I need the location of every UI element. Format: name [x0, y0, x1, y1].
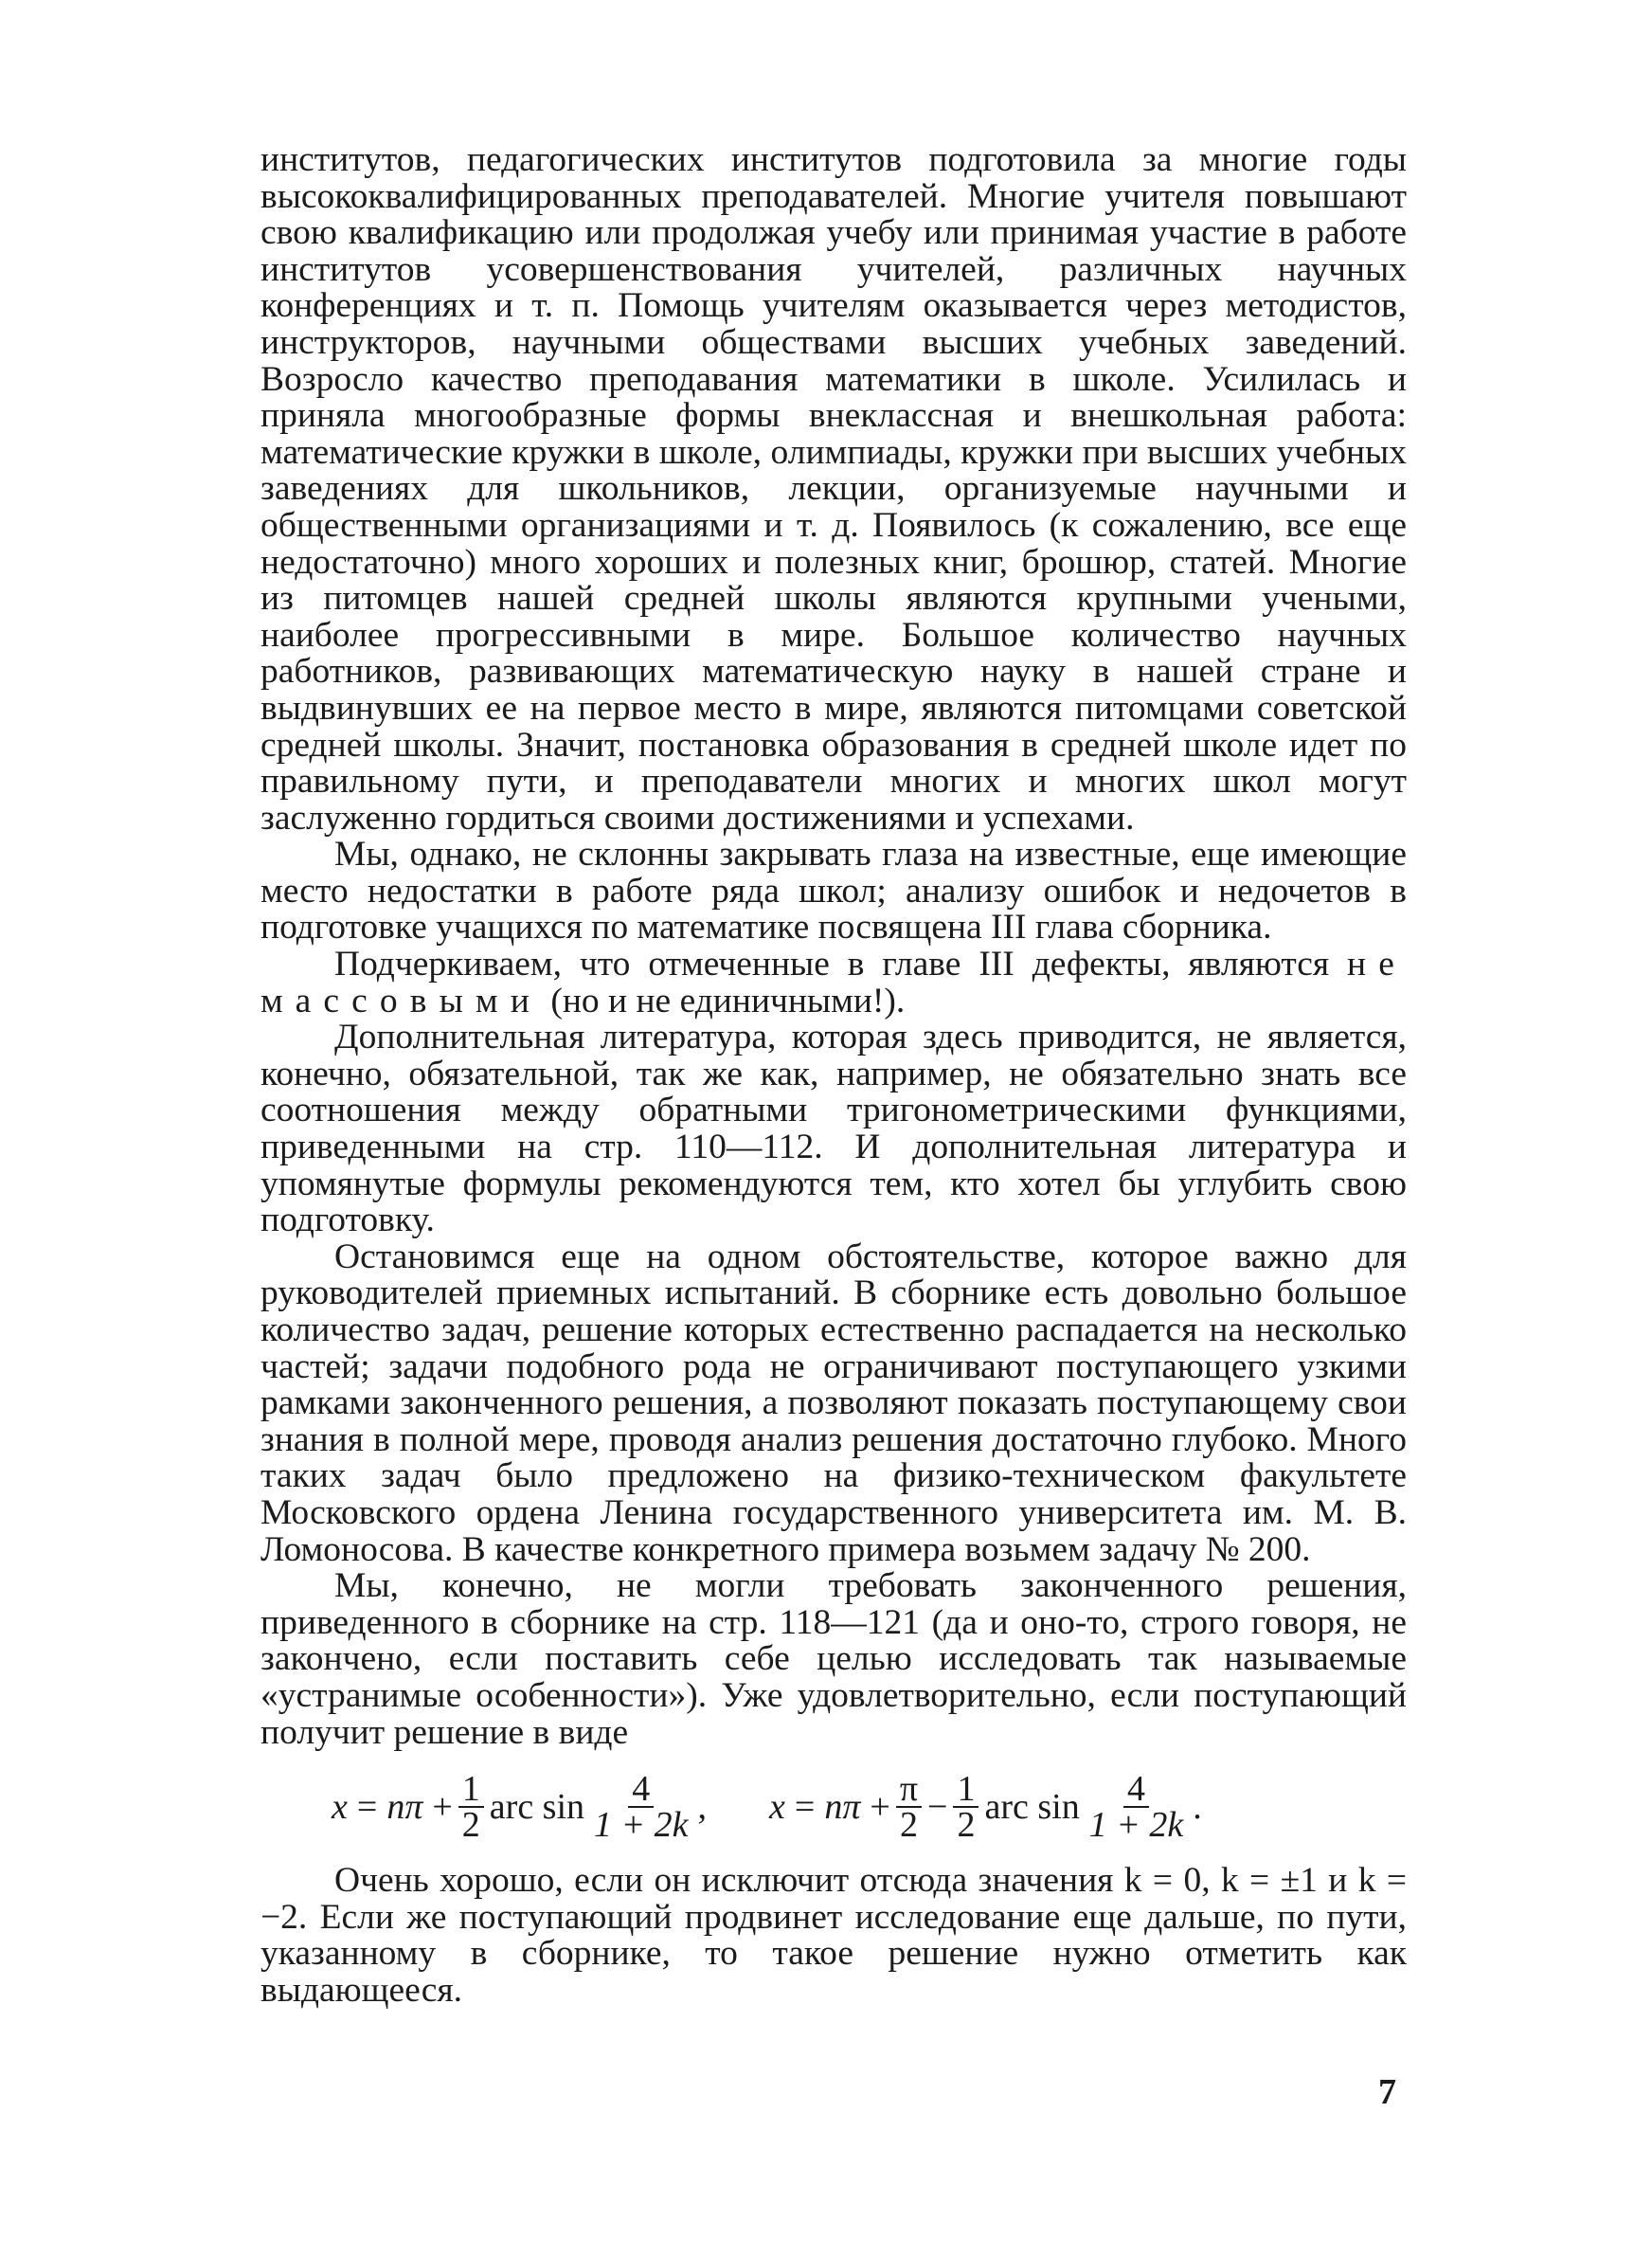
paragraph-literature: Дополнительная литература, которая здесь приводится, не является, конечно, обязательной, так же как, например, не обязательно знать все соотношения между обратными тригонометрическими функциями, приведенными на стр. 110—112. И дополнительная литература и упомянутые формулы рекомендуются тем, кто хотел бы углубить свою подготовку.	[260, 1018, 1407, 1240]
formula-npi: nπ	[386, 1787, 423, 1828]
formula-comma: ,	[697, 1787, 708, 1828]
fraction-arg: $\frac{4}{1 + 2k}$	[594, 1769, 689, 1846]
paragraph-conclusion: Очень хорошо, если он исключит отсюда значения k = 0, k = ±1 и k = −2. Если же поступающий продвинет исследование еще дальше, по пути, указанному в сборнике, то такое решение нужно отметить как выдающееся.	[260, 1861, 1407, 2010]
emphasis-spaced: не массовыми	[260, 945, 1407, 1020]
formula-arcsin: arc sin	[489, 1787, 585, 1828]
formula-row	[332, 1769, 1202, 1846]
paragraph-solution: Мы, конечно, не могли требовать законченного решения, приведенного в сборнике на стр. 118—121 (да и оно-то, строго говоря, не закончено, если поставить себе целью исследовать так называемые «устранимые особенности»). Уже удовлетворительно, если поступающий получит решение в виде	[260, 1566, 1407, 1752]
page-body	[260, 142, 1407, 2010]
fraction-pi-half: $\frac{\pi}{2}$	[896, 1772, 922, 1842]
emphasis-after: (но и не единичными!).	[550, 981, 906, 1020]
formula-x-2: x	[769, 1787, 785, 1828]
fraction-half: $\frac{1}{2}$	[458, 1772, 484, 1842]
paragraph-shortcomings: Мы, однако, не склонны закрывать глаза на известные, еще имеющие место недостатки в работе ряда школ; анализу ошибок и недочетов в подготовке учащихся по математике посвящена III глава сборника.	[260, 835, 1407, 948]
paragraph-emphasis	[260, 947, 1407, 1020]
formula-npi-2: nπ	[824, 1787, 861, 1828]
fraction-arg-2: $\frac{4}{1 + 2k}$	[1088, 1769, 1184, 1846]
emphasis-before: Подчеркиваем, что отмеченные в главе III дефекты, являются	[334, 945, 1330, 984]
formula-plus: +	[432, 1787, 453, 1828]
formula-x: x	[332, 1787, 348, 1828]
formula-minus: −	[927, 1787, 948, 1828]
formula-eq-2: =	[794, 1787, 816, 1828]
formula-eq: =	[356, 1787, 378, 1828]
formula-plus-2: +	[870, 1787, 890, 1828]
formula-period: .	[1193, 1787, 1202, 1828]
paragraph-intro: институтов, педагогических институтов подготовила за многие годы высококвалифицированных преподавателей. Многие учителя повышают свою квалификацию или продолжая учебу или принимая участие в работе институтов усовершенствования учителей, различных научных конференциях и т. п. Помощь учителям оказывается через методистов, инструкторов, научными обществами высших учебных заведений. Возросло качество преподавания математики в школе. Усилилась и приняла многообразные формы внеклассная и внешкольная работа: математические кружки в школе, олимпиады, кружки при высших учебных заведениях для школьников, лекции, организуемые научными и общественными организациями и т. д. Появилось (к сожалению, все еще недостаточно) много хороших и полезных книг, брошюр, статей. Многие из питомцев нашей средней школы являются крупными учеными, наиболее прогрессивными в мире. Большое количество научных работников, развивающих математическую науку в нашей стране и выдвинувших ее на первое место в мире, являются питомцами советской средней школы. Значит, постановка образования в средней школе идет по правильному пути, и преподаватели многих и многих школ могут заслуженно гордиться своими достижениями и успехами.	[260, 140, 1407, 838]
fraction-half-2: $\frac{1}{2}$	[953, 1772, 979, 1842]
formula-block	[260, 1751, 1407, 1863]
formula-arcsin-2: arc sin	[984, 1787, 1080, 1828]
page-number: 7	[1378, 2072, 1396, 2112]
paragraph-exams: Остановимся еще на одном обстоятельстве, которое важно для руководителей приемных испытаний. В сборнике есть довольно большое количество задач, решение которых естественно распадается на несколько частей; задачи подобного рода не ограничивают поступающего узкими рамками законченного решения, а позволяют показать поступающему свои знания в полной мере, проводя анализ решения достаточно глубоко. Много таких задач было предложено на физико-техническом факультете Московского ордена Ленина государственного университета им. М. В. Ломоносова. В качестве конкретного примера возьмем задачу № 200.	[260, 1237, 1407, 1569]
